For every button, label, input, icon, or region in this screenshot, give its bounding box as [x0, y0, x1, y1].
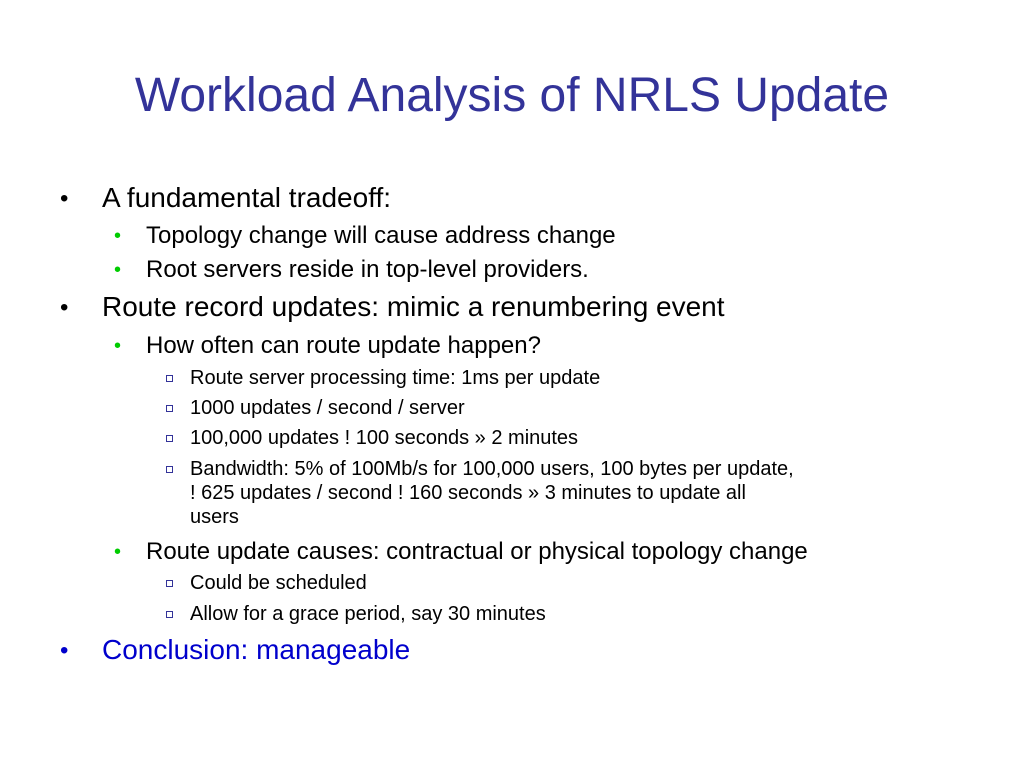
sub-sub-bullet-text: Could be scheduled: [190, 572, 367, 594]
bullet-dot-icon: •: [60, 185, 69, 212]
bullet-text: Route record updates: mimic a renumbering event: [102, 291, 725, 322]
slide-title: Workload Analysis of NRLS Update: [134, 69, 890, 122]
sub-sub-bullet-text: 100,000 updates ! 100 seconds » 2 minutes: [190, 427, 579, 449]
square-bullet-icon: [166, 375, 173, 382]
sub-sub-bullet-text: Allow for a grace period, say 30 minutes: [190, 603, 546, 625]
green-bullet-icon: •: [114, 225, 122, 247]
sub-sub-bullet-text: 1000 updates / second / server: [190, 397, 465, 419]
square-bullet-icon: [166, 435, 173, 442]
green-bullet-icon: •: [114, 259, 122, 281]
square-bullet-icon: [166, 611, 173, 618]
square-bullet-icon: [166, 466, 173, 473]
bullet-text: A fundamental tradeoff:: [102, 182, 392, 213]
bullet-dot-icon: •: [60, 637, 69, 664]
sub-sub-bullet-text: Route server processing time: 1ms per update: [190, 367, 601, 389]
sub-sub-bullet-text-line3: users: [190, 506, 239, 528]
square-bullet-icon: [166, 580, 173, 587]
sub-sub-bullet-text-line1: Bandwidth: 5% of 100Mb/s for 100,000 users, 100 bytes per update,: [190, 458, 794, 480]
bullet-dot-icon: •: [60, 294, 69, 321]
conclusion-text: Conclusion: manageable: [102, 634, 411, 665]
sub-sub-bullet-text-line2: ! 625 updates / second ! 160 seconds » 3 minutes to update all: [190, 482, 746, 504]
sub-bullet-text: Root servers reside in top-level providers.: [146, 256, 589, 283]
sub-bullet-text: How often can route update happen?: [146, 332, 541, 359]
sub-bullet-text: Topology change will cause address change: [146, 222, 616, 249]
sub-bullet-text: Route update causes: contractual or physical topology change: [146, 538, 808, 565]
green-bullet-icon: •: [114, 335, 122, 357]
green-bullet-icon: •: [114, 541, 122, 563]
square-bullet-icon: [166, 405, 173, 412]
